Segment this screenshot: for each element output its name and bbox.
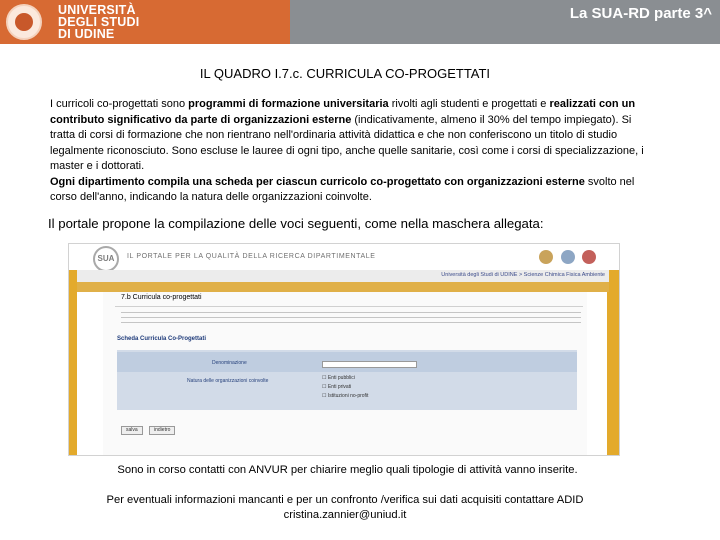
footer-contact: Per eventuali informazioni mancanti e per un confronto /verifica sui dati acquisiti contattare ADID cristina.zannier@uniud.it — [0, 493, 690, 523]
university-name: UNIVERSITÀ DEGLI STUDI DI UDINE — [58, 3, 140, 41]
portal-breadcrumb: Università degli Studi di UDINE > Scienze Chimica Fisica Ambiente — [77, 270, 609, 282]
sua-logo-icon: SUA — [93, 246, 119, 272]
portal-menu-bar — [77, 282, 609, 292]
side-strip — [607, 270, 619, 456]
divider — [115, 306, 583, 307]
university-seal-icon — [6, 4, 42, 40]
crest-icon — [539, 250, 553, 264]
header-bar — [0, 0, 720, 44]
checkbox-no-profit[interactable]: ☐ Istituzioni no-profit — [322, 393, 369, 399]
denominazione-input[interactable] — [322, 361, 417, 368]
curricula-form — [117, 350, 577, 410]
natura-label: Natura delle organizzazioni coinvolte — [187, 378, 269, 384]
contact-email[interactable]: cristina.zannier@uniud.it — [283, 509, 407, 521]
intro-text: Il portale propone la compilazione delle voci seguenti, come nella maschera allegata: — [48, 216, 544, 231]
form-row — [117, 352, 577, 372]
checkbox-enti-pubblici[interactable]: ☐ Enti pubblici — [322, 375, 355, 381]
university-logo — [0, 0, 290, 44]
form-title: Scheda Curricula Co-Progettati — [117, 336, 207, 342]
crest-icon — [561, 250, 575, 264]
section-title: IL QUADRO I.7.c. CURRICULA CO-PROGETTATI — [199, 66, 491, 81]
side-strip — [69, 270, 77, 456]
crest-icon — [582, 250, 596, 264]
slide-title: La SUA-RD parte 3^ — [569, 5, 712, 22]
back-button[interactable]: indietro — [149, 426, 175, 435]
portal-title: IL PORTALE PER LA QUALITÀ DELLA RICERCA DIPARTIMENTALE — [127, 253, 376, 260]
portal-page-heading: 7.b Curricula co-progettati — [121, 294, 202, 301]
portal-note-text — [121, 312, 581, 326]
save-button[interactable]: salva — [121, 426, 143, 435]
portal-screenshot — [68, 243, 620, 456]
denominazione-label: Denominazione — [212, 360, 247, 366]
checkbox-enti-privati[interactable]: ☐ Enti privati — [322, 384, 352, 390]
description-paragraph: I curricoli co-progettati sono programmi di formazione universitaria rivolti agli studenti e progettati e realizzati con un contributo significativo da parte di organizzazioni esterne (indicativamente, almeno il 30% del tempo impiegato). Si tratta di corsi di formazione che non rientrano nell'ordinaria attività didattica e che non conferiscono un titolo di studio legalmente riconosciuto. Sono escluse le lauree di ogni tipo, anche quelle sanitarie, così come i corsi di specializzazione, i master e i dottorati. Ogni dipartimento compila una scheda per ciascun curricolo co-progettato con organizzazioni esterne svolto nel corso dell'anno, indicando la natura delle organizzazioni coinvolte. — [50, 98, 644, 203]
portal-content — [103, 292, 587, 456]
caption-text: Sono in corso contatti con ANVUR per chiarire meglio quali tipologie di attività vanno inserite. — [117, 464, 578, 476]
